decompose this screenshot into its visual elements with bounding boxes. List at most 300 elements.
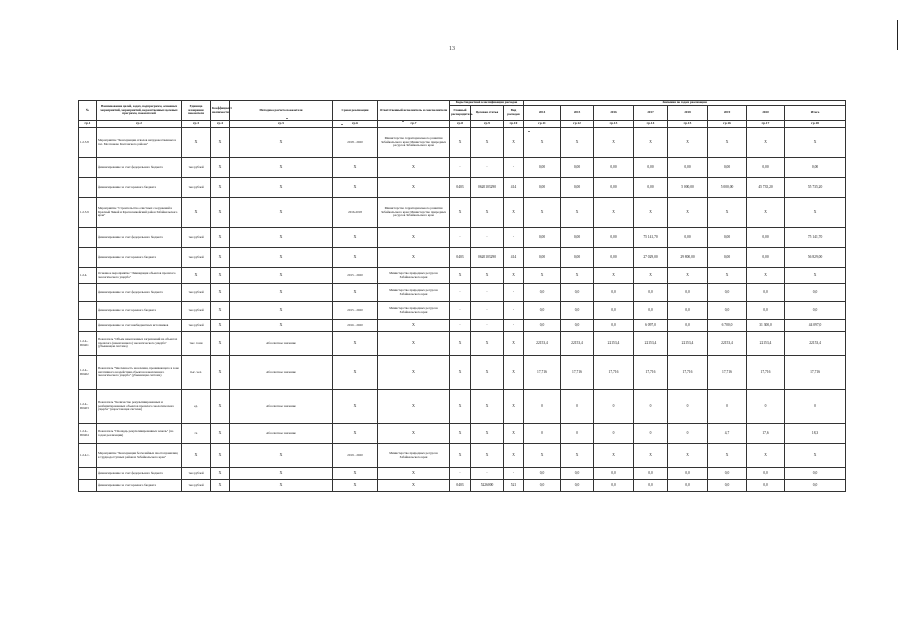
row-value-2018: 5 000,00: [668, 178, 708, 198]
row-value-2015: X: [561, 268, 594, 284]
row-coef: X: [211, 480, 230, 492]
row-value-2019: 5 000,00: [708, 178, 747, 198]
header-no: №: [79, 101, 97, 121]
row-budget-article: 0620103290: [471, 178, 504, 198]
column-number: гр.15: [668, 121, 708, 128]
row-value-total: 44 097,0: [785, 320, 846, 332]
header-budget-group: Коды бюджетной классификации расходов: [450, 101, 524, 106]
row-value-2018: 0,0: [668, 480, 708, 492]
row-method: X: [230, 268, 333, 284]
column-number: гр.13: [594, 121, 634, 128]
row-value-2015: 0,0: [561, 302, 594, 320]
row-coef: X: [211, 320, 230, 332]
row-budget-article: X: [471, 390, 504, 424]
column-number: гр.6: [333, 121, 378, 128]
row-coef: X: [211, 424, 230, 444]
row-value-2016: X: [594, 444, 634, 468]
column-number: гр.1: [79, 121, 97, 128]
row-method: Абсолютное значение: [230, 332, 333, 356]
row-budget-main: 0403: [450, 480, 471, 492]
row-name: финансирование за счет краевого бюджета: [97, 302, 182, 320]
row-value-2016: 0,00: [594, 158, 634, 178]
row-value-2016: 0,0: [594, 320, 634, 332]
row-value-2014: 22153,4: [524, 332, 561, 356]
row-value-2015: 0,00: [561, 228, 594, 248]
row-number: [79, 284, 97, 302]
row-value-2014: 0,00: [524, 178, 561, 198]
row-value-2019: 0,00: [708, 248, 747, 268]
row-value-2019: 0: [708, 390, 747, 424]
row-budget-article: -: [471, 284, 504, 302]
header-year: 2018: [668, 106, 708, 121]
row-unit: тыс. тонн: [182, 332, 211, 356]
row-value-total: 0,0: [785, 480, 846, 492]
row-value-2018: 0,0: [668, 468, 708, 480]
column-number: гр.4: [211, 121, 230, 128]
row-value-2020: 22153,4: [747, 332, 785, 356]
row-number: [79, 302, 97, 320]
row-value-total: 17,716: [785, 356, 846, 390]
row-value-2017: 0: [634, 424, 668, 444]
row-value-2014: 0,0: [524, 468, 561, 480]
row-responsible: Министерство территориального развития Забайкальского края; Министерство природных ресурсов Забайкальского края: [378, 198, 450, 228]
row-value-total: 18,3: [785, 424, 846, 444]
row-budget-main: X: [450, 128, 471, 158]
row-period: 2016-2018: [333, 198, 378, 228]
row-budget-type: -: [504, 468, 524, 480]
row-value-2017: 0,0: [634, 284, 668, 302]
row-value-2016: 0,00: [594, 178, 634, 198]
row-value-total: 0: [785, 390, 846, 424]
row-budget-main: -: [450, 468, 471, 480]
row-budget-type: X: [504, 332, 524, 356]
row-value-2016: 17,716: [594, 356, 634, 390]
header-unit: Единица измерения показателя: [182, 101, 211, 121]
row-period: X: [333, 284, 378, 302]
table-row: [79, 356, 846, 390]
row-value-2019: 0,00: [708, 158, 747, 178]
row-value-2015: X: [561, 198, 594, 228]
row-value-2018: 0,0: [668, 302, 708, 320]
row-value-total: X: [785, 444, 846, 468]
column-number: гр.10: [504, 121, 524, 128]
row-method: X: [230, 284, 333, 302]
row-value-2014: 0,0: [524, 284, 561, 302]
row-budget-article: X: [471, 424, 504, 444]
row-responsible: X: [378, 178, 450, 198]
row-method: X: [230, 302, 333, 320]
page-number: 13: [449, 46, 455, 52]
row-value-2016: 0: [594, 424, 634, 444]
row-budget-article: X: [471, 444, 504, 468]
row-budget-main: -: [450, 284, 471, 302]
row-value-2019: 6 700,0: [708, 320, 747, 332]
row-number: 1.2.4.-П0402: [79, 356, 97, 390]
row-value-2014: 0,0: [524, 480, 561, 492]
row-period: X: [333, 158, 378, 178]
row-number: [79, 158, 97, 178]
column-number: гр.16: [708, 121, 747, 128]
row-method: X: [230, 228, 333, 248]
row-value-total: 0,0: [785, 302, 846, 320]
table-row: [79, 268, 846, 284]
row-value-2016: 0,0: [594, 302, 634, 320]
row-coef: X: [211, 268, 230, 284]
row-period: X: [333, 228, 378, 248]
table-row: [79, 248, 846, 268]
row-budget-article: X: [471, 128, 504, 158]
row-value-2017: 0,0: [634, 480, 668, 492]
row-budget-main: -: [450, 302, 471, 320]
row-value-total: X: [785, 128, 846, 158]
row-responsible: X: [378, 390, 450, 424]
header-method: Методика расчета показателя: [230, 101, 333, 121]
row-value-2016: 0,00: [594, 248, 634, 268]
row-value-2015: 0,0: [561, 284, 594, 302]
row-coef: X: [211, 302, 230, 320]
row-name: Мероприятие "Консервация бесхозяйных хвостохранилищ в труднодоступных районах Забайкальского края": [97, 444, 182, 468]
row-responsible: X: [378, 480, 450, 492]
table-row: [79, 390, 846, 424]
row-value-2014: X: [524, 268, 561, 284]
page-edge-mark: [897, 20, 898, 50]
header-year: 2015: [561, 106, 594, 121]
row-coef: X: [211, 284, 230, 302]
row-budget-article: -: [471, 158, 504, 178]
row-value-2020: X: [747, 128, 785, 158]
row-value-2017: X: [634, 444, 668, 468]
row-number: 1.2.4.1.: [79, 444, 97, 468]
row-value-2019: 0,0: [708, 480, 747, 492]
table-row: [79, 468, 846, 480]
row-value-2018: 0: [668, 390, 708, 424]
row-budget-main: X: [450, 424, 471, 444]
row-value-2020: 0,0: [747, 480, 785, 492]
row-responsible: X: [378, 468, 450, 480]
row-budget-article: -: [471, 302, 504, 320]
row-name: финансирование за счет краевого бюджета: [97, 248, 182, 268]
row-value-2015: 0: [561, 424, 594, 444]
row-value-2014: X: [524, 444, 561, 468]
row-value-2020: 45 735,20: [747, 178, 785, 198]
row-value-2018: 0: [668, 424, 708, 444]
row-name: Показатель "Площадь рекультивированных земель" (по годам реализации): [97, 424, 182, 444]
row-value-2019: 0,0: [708, 468, 747, 480]
row-number: [79, 480, 97, 492]
row-method: X: [230, 248, 333, 268]
row-unit: тыс. чел.: [182, 356, 211, 390]
row-unit: X: [182, 268, 211, 284]
row-name: Мероприятие "Строительство очистных сооружений в Красный Чикой и Красночикойский район Забайкальского края": [97, 198, 182, 228]
row-budget-article: 5226000: [471, 480, 504, 492]
row-value-2019: X: [708, 444, 747, 468]
row-value-2020: 0,0: [747, 284, 785, 302]
row-value-2015: 17,716: [561, 356, 594, 390]
row-value-2020: X: [747, 268, 785, 284]
row-budget-main: X: [450, 268, 471, 284]
row-period: 2018 - 2020: [333, 128, 378, 158]
row-number: [79, 320, 97, 332]
row-value-2017: 0: [634, 390, 668, 424]
column-number: гр.17: [747, 121, 785, 128]
row-unit: ед.: [182, 390, 211, 424]
row-responsible: Министерство природных ресурсов Забайкальского края: [378, 284, 450, 302]
row-value-2015: 0,00: [561, 178, 594, 198]
row-period: 2015 - 2020: [333, 302, 378, 320]
row-budget-type: X: [504, 356, 524, 390]
row-value-2018: 0,0: [668, 320, 708, 332]
row-unit: X: [182, 198, 211, 228]
row-unit: тыс.рублей: [182, 228, 211, 248]
header-year: 2016: [594, 106, 634, 121]
header-name: Наименование целей, задач, подпрограмм, основных мероприятий, мероприятий, ведомственных целевых программ, показателей: [97, 101, 182, 121]
row-value-2017: X: [634, 198, 668, 228]
row-value-total: 56 829,00: [785, 248, 846, 268]
row-value-2016: X: [594, 198, 634, 228]
row-value-2018: 29 800,00: [668, 248, 708, 268]
row-value-2017: X: [634, 128, 668, 158]
row-value-2017: 27 029,00: [634, 248, 668, 268]
header-budget-main: Главный распорядитель: [450, 106, 471, 121]
row-budget-article: X: [471, 356, 504, 390]
row-value-2018: 0,0: [668, 284, 708, 302]
header-total: Итого: [785, 106, 846, 121]
row-coef: X: [211, 158, 230, 178]
row-responsible: X: [378, 356, 450, 390]
row-value-total: 0,0: [785, 284, 846, 302]
row-budget-main: X: [450, 356, 471, 390]
row-value-2016: 22153,4: [594, 332, 634, 356]
row-method: X: [230, 468, 333, 480]
row-period: 2015 - 2020: [333, 268, 378, 284]
program-plan-table: [78, 100, 846, 492]
row-value-2018: 0,00: [668, 158, 708, 178]
column-number: гр.9: [471, 121, 504, 128]
row-value-total: 0,0: [785, 468, 846, 480]
row-value-2014: 0,00: [524, 228, 561, 248]
header-year: 2017: [634, 106, 668, 121]
table-row: [79, 320, 846, 332]
row-name: Основное мероприятие "Ликвидация объектов прошлого экологического ущерба": [97, 268, 182, 284]
row-period: 2016 - 2020: [333, 320, 378, 332]
row-value-2015: X: [561, 444, 594, 468]
row-budget-article: X: [471, 332, 504, 356]
row-budget-type: -: [504, 284, 524, 302]
row-method: X: [230, 320, 333, 332]
row-method: Абсолютное значение: [230, 390, 333, 424]
row-value-2019: 0,0: [708, 302, 747, 320]
row-budget-main: -: [450, 228, 471, 248]
row-period: X: [333, 480, 378, 492]
column-number: гр.8: [450, 121, 471, 128]
row-value-2015: 0,0: [561, 320, 594, 332]
row-coef: X: [211, 444, 230, 468]
row-value-2016: 0,0: [594, 284, 634, 302]
table-row: [79, 178, 846, 198]
column-number: гр.3: [182, 121, 211, 128]
row-budget-main: X: [450, 332, 471, 356]
table-row: [79, 284, 846, 302]
row-coef: X: [211, 332, 230, 356]
row-value-2020: 0,00: [747, 158, 785, 178]
row-value-2016: 0,0: [594, 480, 634, 492]
row-unit: тыс.рублей: [182, 158, 211, 178]
row-responsible: X: [378, 332, 450, 356]
row-unit: X: [182, 128, 211, 158]
table-row: [79, 424, 846, 444]
row-value-2019: X: [708, 268, 747, 284]
row-value-total: 0,00: [785, 158, 846, 178]
row-value-2020: 0,00: [747, 248, 785, 268]
row-value-total: 22153,4: [785, 332, 846, 356]
row-unit: тыс.рублей: [182, 284, 211, 302]
row-budget-type: -: [504, 320, 524, 332]
row-method: X: [230, 444, 333, 468]
row-value-2020: 0,0: [747, 302, 785, 320]
row-value-2019: 17,716: [708, 356, 747, 390]
row-responsible: X: [378, 158, 450, 178]
row-budget-type: X: [504, 128, 524, 158]
row-value-2016: 0,0: [594, 468, 634, 480]
row-name: Показатель "Объем накопленных загрязнений на объектах прошлого (накопленного) экологического ущерба" (убывающая система): [97, 332, 182, 356]
row-budget-main: X: [450, 444, 471, 468]
table-row: [79, 158, 846, 178]
row-value-total: 75 141,70: [785, 228, 846, 248]
row-method: Абсолютное значение: [230, 356, 333, 390]
row-responsible: Министерство природных ресурсов Забайкальского края: [378, 444, 450, 468]
row-budget-type: 414: [504, 178, 524, 198]
table-row: [79, 302, 846, 320]
row-value-2014: 0: [524, 424, 561, 444]
row-value-2015: 0: [561, 390, 594, 424]
row-value-2017: 0,00: [634, 178, 668, 198]
row-value-2015: 22153,4: [561, 332, 594, 356]
row-value-2019: X: [708, 198, 747, 228]
row-value-2020: 17,6: [747, 424, 785, 444]
table-row: [79, 480, 846, 492]
row-method: X: [230, 158, 333, 178]
row-budget-type: 521: [504, 480, 524, 492]
header-responsible: Ответственный исполнитель и соисполнители: [378, 101, 450, 121]
row-coef: X: [211, 178, 230, 198]
row-value-2020: X: [747, 198, 785, 228]
row-value-2017: 0,0: [634, 302, 668, 320]
row-number: [79, 228, 97, 248]
column-number: гр.14: [634, 121, 668, 128]
row-budget-type: X: [504, 390, 524, 424]
table-body: [79, 128, 846, 492]
column-number: гр.7: [378, 121, 450, 128]
column-number: гр.11: [524, 121, 561, 128]
row-value-2017: 0,0: [634, 468, 668, 480]
header-year: 2014: [524, 106, 561, 121]
header-year: 2019: [708, 106, 747, 121]
row-value-2020: 0,00: [747, 228, 785, 248]
row-name: финансирование за счет федерального бюджета: [97, 284, 182, 302]
row-budget-type: -: [504, 302, 524, 320]
row-budget-article: -: [471, 468, 504, 480]
row-period: X: [333, 356, 378, 390]
row-budget-main: X: [450, 390, 471, 424]
row-value-2019: 0,00: [708, 228, 747, 248]
row-number: 1.2.3.8: [79, 128, 97, 158]
row-value-2017: 22153,4: [634, 332, 668, 356]
column-number: гр.18: [785, 121, 846, 128]
column-number: гр.2: [97, 121, 182, 128]
row-unit: тыс.рублей: [182, 468, 211, 480]
row-method: X: [230, 178, 333, 198]
row-coef: X: [211, 390, 230, 424]
row-budget-type: X: [504, 268, 524, 284]
row-responsible: Министерство природных ресурсов Забайкальского края: [378, 268, 450, 284]
row-budget-main: -: [450, 158, 471, 178]
row-value-2020: 31 300,0: [747, 320, 785, 332]
header-budget-article: Целевая статья: [471, 106, 504, 121]
row-responsible: Министерство природных ресурсов Забайкальского края: [378, 302, 450, 320]
row-value-2019: 22153,4: [708, 332, 747, 356]
column-number: гр.12: [561, 121, 594, 128]
table-row: [79, 332, 846, 356]
row-number: [79, 178, 97, 198]
row-value-2014: X: [524, 198, 561, 228]
row-value-2018: 17,716: [668, 356, 708, 390]
row-value-2019: X: [708, 128, 747, 158]
row-budget-article: 0620103290: [471, 248, 504, 268]
row-name: финансирование за счет федерального бюджета: [97, 158, 182, 178]
table-row: [79, 198, 846, 228]
row-value-2016: 0,00: [594, 228, 634, 248]
row-budget-article: -: [471, 228, 504, 248]
row-budget-article: X: [471, 198, 504, 228]
row-budget-type: X: [504, 424, 524, 444]
row-name: Показатель "Количество рекультивированных и реабилитированных объектов прошлого экологического ущерба" (нарастающая система): [97, 390, 182, 424]
row-value-2015: 0,0: [561, 480, 594, 492]
row-value-2018: 0,00: [668, 228, 708, 248]
row-value-2017: 75 141,70: [634, 228, 668, 248]
header-year: 2020: [747, 106, 785, 121]
row-unit: га: [182, 424, 211, 444]
row-responsible: X: [378, 424, 450, 444]
row-number: 1.2.4.: [79, 268, 97, 284]
row-value-2016: X: [594, 268, 634, 284]
row-coef: X: [211, 128, 230, 158]
row-name: финансирование за счет внебюджетных источников: [97, 320, 182, 332]
row-number: [79, 468, 97, 480]
row-budget-main: -: [450, 320, 471, 332]
row-budget-article: -: [471, 320, 504, 332]
row-budget-main: X: [450, 198, 471, 228]
row-value-2016: 0: [594, 390, 634, 424]
row-period: X: [333, 332, 378, 356]
row-budget-article: X: [471, 268, 504, 284]
row-value-2018: X: [668, 198, 708, 228]
row-value-2014: 0,0: [524, 302, 561, 320]
row-value-total: X: [785, 198, 846, 228]
row-number: 1.2.4.-П0401: [79, 332, 97, 356]
row-unit: тыс.рублей: [182, 320, 211, 332]
row-value-2015: 0,00: [561, 158, 594, 178]
row-unit: тыс.рублей: [182, 302, 211, 320]
row-responsible: X: [378, 248, 450, 268]
row-value-2019: 0,0: [708, 284, 747, 302]
row-coef: X: [211, 228, 230, 248]
row-number: [79, 248, 97, 268]
row-name: финансирование за счет краевого бюджета: [97, 480, 182, 492]
row-coef: X: [211, 356, 230, 390]
row-period: X: [333, 468, 378, 480]
table-row: [79, 128, 846, 158]
row-value-2014: 0: [524, 390, 561, 424]
